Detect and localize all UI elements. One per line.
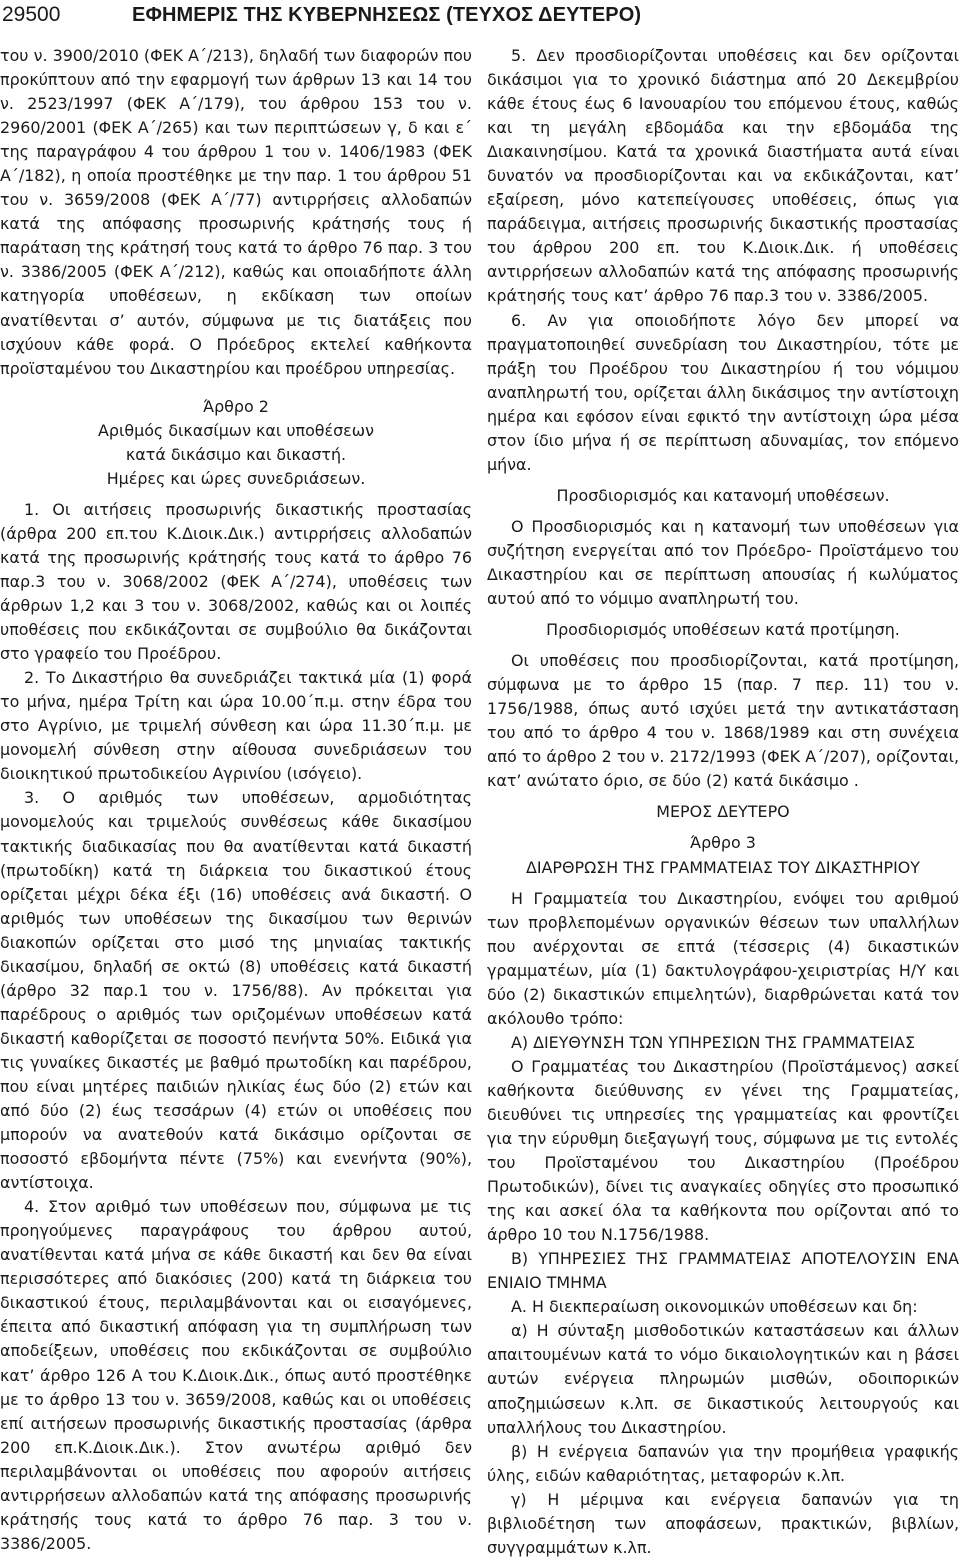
left-column xyxy=(0,44,472,1556)
section-a-heading: Α) ΔΙΕΥΘΥΝΣΗ ΤΩΝ ΥΠΗΡΕΣΙΩΝ ΤΗΣ ΓΡΑΜΜΑΤΕΙΑΣ xyxy=(511,1032,916,1052)
page-number: 29500 xyxy=(2,3,61,26)
paragraph-3: 3. Ο αριθμός των υποθέσεων, αρμοδιότητας μονομελούς και τριμελούς συνθέσεως κάθε δικασίμου τακτικής διαδικασίας που θα ανατίθενται κατά δικαστή (πρωτοδίκη) κατά τη διάρκεια του δικαστικού έτους ορίζεται μέχρι δέκα έξι (16) υποθέσεις ανά δικαστή. Ο αριθμός των υποθέσεων της δικασίμου των θερινών διακοπών ορίζεται στο μισό της μηνιαίας τακτικής δικασίμου, δηλαδή σε οκτώ (8) υποθέσεις κατά δικαστή (άρθρο 32 παρ.1 του ν. 1756/88). Αν πρόκειται για παρέδρους ο αριθμός των οριζομένων υποθέσεων κατά δικαστή καθορίζεται σε ποσοστό πενήντα 50%. Ειδικά για τις γυναίκες δικαστές με βαθμό πρωτοδίκη και παρέδρου, που είναι μητέρες παιδιών ηλικίας έως δύο (2) ετών και από δύο (2) έως τεσσάρων (4) ετών οι υποθέσεις που μπορούν να ανατεθούν κατά δικάσιμο ορίζονται σε ποσοστό εβδομήντα πέντε (75%) και ενενήντα (90%), αντίστοιχα. xyxy=(0,788,472,1193)
paragraph-assignment: Ο Προσδιορισμός και η κατανομή των υποθέσεων για συζήτηση ενεργείται από τον Πρόεδρο- Προϊστάμενο του Δικαστηρίου και σε περίπτωση απουσίας ή κωλύματος αυτού από το νόμιμο αναπληρωτή του. xyxy=(487,516,959,609)
article-2-subtitle-3: Ημέρες και ώρες συνεδριάσεων. xyxy=(106,468,366,488)
section-b-heading: Β) ΥΠΗΡΕΣΙΕΣ ΤΗΣ ΓΡΑΜΜΑΤΕΙΑΣ ΑΠΟΤΕΛΟΥΣΙΝ ΕΝΑ ΕΝΙΑΙΟ ΤΜΗΜΑ xyxy=(487,1249,959,1293)
page-header xyxy=(0,0,960,36)
article-2-subtitle-2: κατά δικάσιμο και δικαστή. xyxy=(125,444,347,464)
intro-paragraph: του ν. 3900/2010 (ΦΕΚ Α΄/213), δηλαδή των διαφορών που προκύπτουν από την εφαρμογή των άρθρων 13 και 14 του ν. 2523/1997 (ΦΕΚ Α΄/179), του άρθρου 153 του ν. 2960/2001 (ΦΕΚ Α΄/265) και των περιπτώσεων γ, δ και ε΄ της παραγράφου 4 του άρθρου 1 του ν. 1406/1983 (ΦΕΚ Α΄/182), η οποία προστέθηκε με την παρ. 1 του άρθρου 51 του ν. 3659/2008 (ΦΕΚ Α΄/77) αντιρρήσεις αλλοδαπών κατά της απόφασης προσωρινής κράτησής τους ή παράταση της κράτησή τους κατά το άρθρο 76 παρ. 3 του ν. 3386/2005 (ΦΕΚ Α΄/212), καθώς και οποιαδήποτε άλλη κατηγορία υποθέσεων, η εκδίκαση των οποίων ανατίθενται σ’ αυτόν, σύμφωνα με τις διατάξεις που ισχύουν κάθε φορά. Ο Πρόεδρος εκτελεί καθήκοντα προϊσταμένου του Δικαστηρίου και προέδρου υπηρεσίας. xyxy=(0,46,472,378)
heading-assignment: Προσδιορισμός και κατανομή υποθέσεων. xyxy=(556,485,890,505)
paragraph-b-a: Α. Η διεκπεραίωση οικονομικών υποθέσεων και δη: xyxy=(511,1297,918,1317)
paragraph-1: 1. Οι αιτήσεις προσωρινής δικαστικής προστασίας (άρθρα 200 επ.του Κ.Διοικ.Δικ.) αντιρρήσεις αλλοδαπών κατά της προσωρινής κράτησής τους κατά το άρθρο 76 παρ.3 του ν. 3068/2002 (ΦΕΚ Α΄/274), υποθέσεις των άρθρων 1,2 και 3 του ν. 3068/2002, καθώς και οι λοιπές υποθέσεις που εκδικάζονται σε συμβούλιο θα δικάζονται στο γραφείο του Προέδρου. xyxy=(0,499,472,664)
paragraph-b-a1: α) Η σύνταξη μισθοδοτικών καταστάσεων και άλλων απαιτουμένων κατά το νόμο δικαιολογητικών και η βάσει αυτών ενέργεια πληρωμών μισθών, οδοιπορικών αποζημιώσεων κ.λπ. σε δικαστικούς λειτουργούς και υπαλλήλους του Δικαστηρίου. xyxy=(487,1321,959,1437)
paragraph-4: 4. Στον αριθμό των υποθέσεων που, σύμφωνα με τις προηγούμενες παραγράφους του άρθρου αυτού, ανατίθενται κατά μήνα σε κάθε δικαστή και δεν θα είναι περισσότερες από διακόσιες (200) κατά τη διάρκεια του δικαστικού έτους, περιλαμβάνονται και οι εισαγόμενες, έπειτα από δικαστική απόφαση για τη συμπλήρωση των αποδείξεων, υποθέσεις που εκδικάζονται σε συμβούλιο κατ’ άρθρο 126 Α του Κ.Διοικ.Δικ., όπως αυτό προστέθηκε με το άρθρο 13 του ν. 3659/2008, καθώς και οι υποθέσεις επί αιτήσεων προσωρινής δικαστικής προστασίας (άρθρα 200 επ.Κ.Διοικ.Δικ.). Στον ανωτέρω αριθμό δεν περιλαμβάνονται οι υποθέσεις που αφορούν αιτήσεις αντιρρήσεων αλλοδαπών κατά της απόφασης προσωρινής κράτησής τους κατά το άρθρο 76 παρ. 3 του ν. 3386/2005. xyxy=(0,1197,472,1553)
right-column xyxy=(487,44,959,1560)
article-3-title: Άρθρο 3 xyxy=(690,833,756,853)
article-2-title: Άρθρο 2 xyxy=(203,396,269,416)
paragraph-section-a: Ο Γραμματέας του Δικαστηρίου (Προϊστάμενος) ασκεί καθήκοντα διεύθυνσης εν γένει της Γραμματείας, διευθύνει τις υπηρεσίες της γραμματείας και φροντίζει για την εύρυθμη διεξαγωγή τους, σύμφωνα με τις εντολές του Προϊσταμένου του Δικαστηρίου (Προέδρου Πρωτοδικών), δίνει τις αναγκαίες οδηγίες στο προσωπικό της και ασκεί όλα τα καθήκοντα που ορίζονται από το άρθρο 10 του Ν.1756/1988. xyxy=(487,1056,959,1245)
article-2-subtitle-1: Αριθμός δικασίμων και υποθέσεων xyxy=(98,420,374,440)
part-two-title: ΜΕΡΟΣ ΔΕΥΤΕΡΟ xyxy=(656,802,790,822)
article-3-heading: ΔΙΑΡΘΡΩΣΗ ΤΗΣ ΓΡΑΜΜΑΤΕΙΑΣ ΤΟΥ ΔΙΚΑΣΤΗΡΙΟΥ xyxy=(525,857,921,877)
paragraph-secretariat: Η Γραμματεία του Δικαστηρίου, ενόψει του αριθμού των προβλεπομένων οργανικών θέσεων των υπαλλήλων που ανέρχονται σε επτά (τέσσερις (4) δικαστικών γραμματέων, μία (1) δακτυλογράφου-χειριστρίας Η/Υ και δύο (2) δικαστικών επιμελητών), διαρθρώνεται κατά τον ακόλουθο τρόπο: xyxy=(487,888,959,1028)
paragraph-2: 2. Το Δικαστήριο θα συνεδριάζει τακτικά μία (1) φορά το μήνα, ημέρα Τρίτη και ώρα 10.00΄π.μ. στην έδρα του στο Αγρίνιο, με τριμελή σύνθεση και ώρα 11.30΄π.μ. με μονομελή σύνθεση στην αίθουσα συνεδριάσεων του διοικητικού πρωτοδικείου Αγρινίου (ισόγειο). xyxy=(0,668,472,784)
heading-priority: Προσδιορισμός υποθέσεων κατά προτίμηση. xyxy=(546,620,900,640)
paragraph-priority: Οι υποθέσεις που προσδιορίζονται, κατά προτίμηση, σύμφωνα με το άρθρο 15 (παρ. 7 περ. 11) του ν. 1756/1988, όπως αυτό ισχύει μετά την αντικατάσταση του από το άρθρο 4 του ν. 1868/1989 και στη συνέχεια από το άρθρο 2 του ν. 2172/1993 (ΦΕΚ Α΄/207), ορίζονται, κατ’ ανώτατο όριο, σε δύο (2) κατά δικάσιμο . xyxy=(487,651,959,791)
paragraph-5: 5. Δεν προσδιορίζονται υποθέσεις και δεν ορίζονται δικάσιμοι για το χρονικό διάστημα από 20 Δεκεμβρίου κάθε έτους έως 6 Ιανουαρίου του επόμενου έτους, καθώς και τη μεγάλη εβδομάδα και την εβδομάδα της Διακαινησίμου. Κατά τα χρονικά διαστήματα αυτά είναι δυνατόν να προσδιορίζονται και να εκδικάζονται, κατ’ εξαίρεση, μόνο κατεπείγουσες υποθέσεις, όπως για παράδειγμα, αιτήσεις προσωρινής δικαστικής προστασίας του άρθρου 200 επ. του Κ.Διοικ.Δικ. ή υποθέσεις αντιρρήσεων αλλοδαπών κατά της απόφασης προσωρινής κράτησής τους κατ’ άρθρο 76 παρ.3 του ν. 3386/2005. xyxy=(487,46,959,306)
paragraph-b-a3: γ) Η μέριμνα και ενέργεια δαπανών για τη βιβλιοδέτηση των αποφάσεων, πρακτικών, βιβλίων, συγγραμμάτων κ.λπ. xyxy=(487,1489,959,1557)
paragraph-6: 6. Αν για οποιοδήποτε λόγο δεν μπορεί να πραγματοποιηθεί συνεδρίαση του Δικαστηρίου, τότε με πράξη του Προέδρου του Δικαστηρίου ή του νόμιμου αναπληρωτή του, ορίζεται άλλη δικάσιμος την αντίστοιχη ημέρα και εφόσον είναι εφικτό την αντίστοιχη ώρα μέσα στον ίδιο μήνα ή σε περίπτωση αδυναμίας, τον επόμενο μήνα. xyxy=(487,310,959,474)
paragraph-b-a2: β) Η ενέργεια δαπανών για την προμήθεια γραφικής ύλης, ειδών καθαριότητας, μεταφορών κ.λπ. xyxy=(487,1441,959,1485)
journal-title: ΕΦΗΜΕΡΙΣ ΤΗΣ ΚΥΒΕΡΝΗΣΕΩΣ (ΤΕΥΧΟΣ ΔΕΥΤΕΡΟ) xyxy=(132,4,642,26)
